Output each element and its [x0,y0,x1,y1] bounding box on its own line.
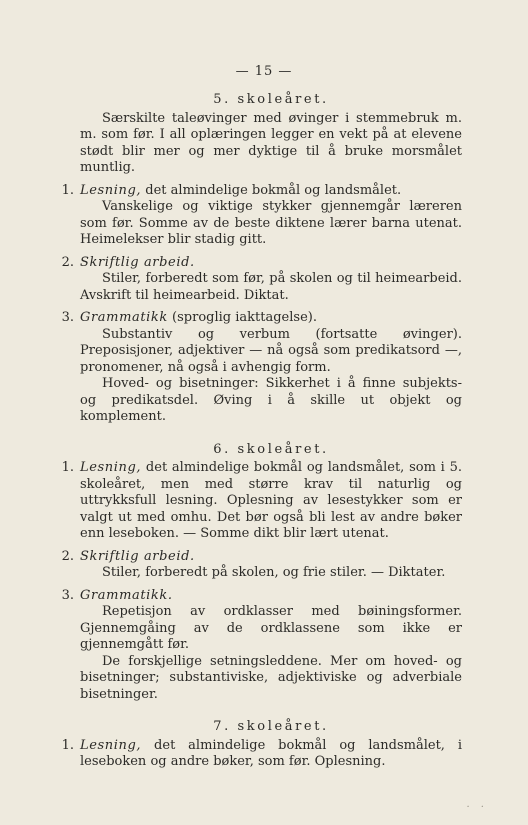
section-intro: Særskilte taleøvinger med øvinger i stemmebruk m. m. som før. I all oplæringen legger en vekt på at elevene stødt blir mer og mer dyktige til å bruke morsmålet muntlig. [80,110,462,175]
section-heading: 6. skoleåret. [213,441,329,457]
item-heading-line [80,183,462,200]
list-item-reading [61,737,462,771]
list-item-writing [61,548,462,582]
page-number: — 15 — [235,64,293,79]
item-title-rest: det almindelige bokmål og landsmålet, i leseboken og andre bøker, som før. Oplesning. [80,737,462,769]
item-number: 1. [61,737,74,753]
list-item-reading [61,182,462,249]
item-title: Skriftlig arbeid. [80,548,195,564]
item-heading-line [80,310,462,327]
page-content [61,92,462,771]
item-number: 2. [61,548,74,564]
section-year-6 [61,441,462,704]
item-heading-line [80,255,462,272]
list-item-writing [61,254,462,305]
item-title: Lesning, [80,182,142,198]
item-heading-line [80,738,462,771]
item-title: Lesning, [80,737,142,753]
item-number: 1. [61,182,74,198]
item-paragraph: Repetisjon av ordklasser med bøiningsformer. Gjennemgåing av de ordklassene som ikke er gjennemgått før. [80,604,462,652]
item-number: 3. [61,587,74,603]
item-paragraph: Vanskelige og viktige stykker gjennemgår læreren som før. Somme av de beste diktene lærer barna utenat. Heimelekser blir stadig gitt. [80,199,462,247]
item-title: Lesning, [80,460,142,475]
list-item-reading [61,460,462,543]
item-title-rest: det almindelige bokmål og landsmålet. [141,182,402,198]
item-title-rest: (sproglig iakttagelse). [167,310,317,325]
item-number: 1. [61,460,74,475]
item-number: 2. [61,254,74,270]
item-paragraph: De forskjellige setningsleddene. Mer om hoved- og bisetninger; substantiviske, adjektiviske og adverbiale bisetninger. [80,653,462,702]
item-heading-line [80,588,462,605]
item-paragraph: Substantiv og verbum (fortsatte øvinger). Preposisjoner, adjektiver — nå også som predikatsord —, pronomener, nå også i avhengig form. [80,326,462,375]
item-paragraph: Stiler, forberedt som før, på skolen og til heimearbeid. Avskrift til heimearbeid. Diktat. [80,271,462,303]
item-number: 3. [61,310,74,325]
paper-specks: · · [466,802,488,813]
item-heading-line [80,549,462,566]
section-heading: 7. skoleåret. [213,719,329,734]
item-title: Grammatikk [80,310,168,325]
item-title-rest: det almindelige bokmål og landsmålet, som i 5. skoleåret, men med større krav til naturlig og uttrykksfull lesning. Oplesning av lesestykker som er valgt ut med omhu. Det bør også bli lest av andre bøker enn leseboken. — Somme dikt blir lært utenat. [80,460,462,541]
section-heading: 5. skoleåret. [213,92,329,107]
item-paragraph: Stiler, forberedt på skolen, og frie stiler. — Diktater. [102,565,446,580]
section-year-5 [61,92,462,426]
section-year-7 [61,719,462,771]
list-item-grammar [61,310,462,426]
item-title: Grammatikk. [80,587,173,603]
item-title: Skriftlig arbeid. [80,254,195,270]
item-paragraph: Hoved- og bisetninger: Sikkerhet i å finne subjekts- og predikatsdel. Øving i å skille ut objekt og komplement. [80,376,462,424]
list-item-grammar [61,587,462,704]
item-heading-line [80,460,462,543]
